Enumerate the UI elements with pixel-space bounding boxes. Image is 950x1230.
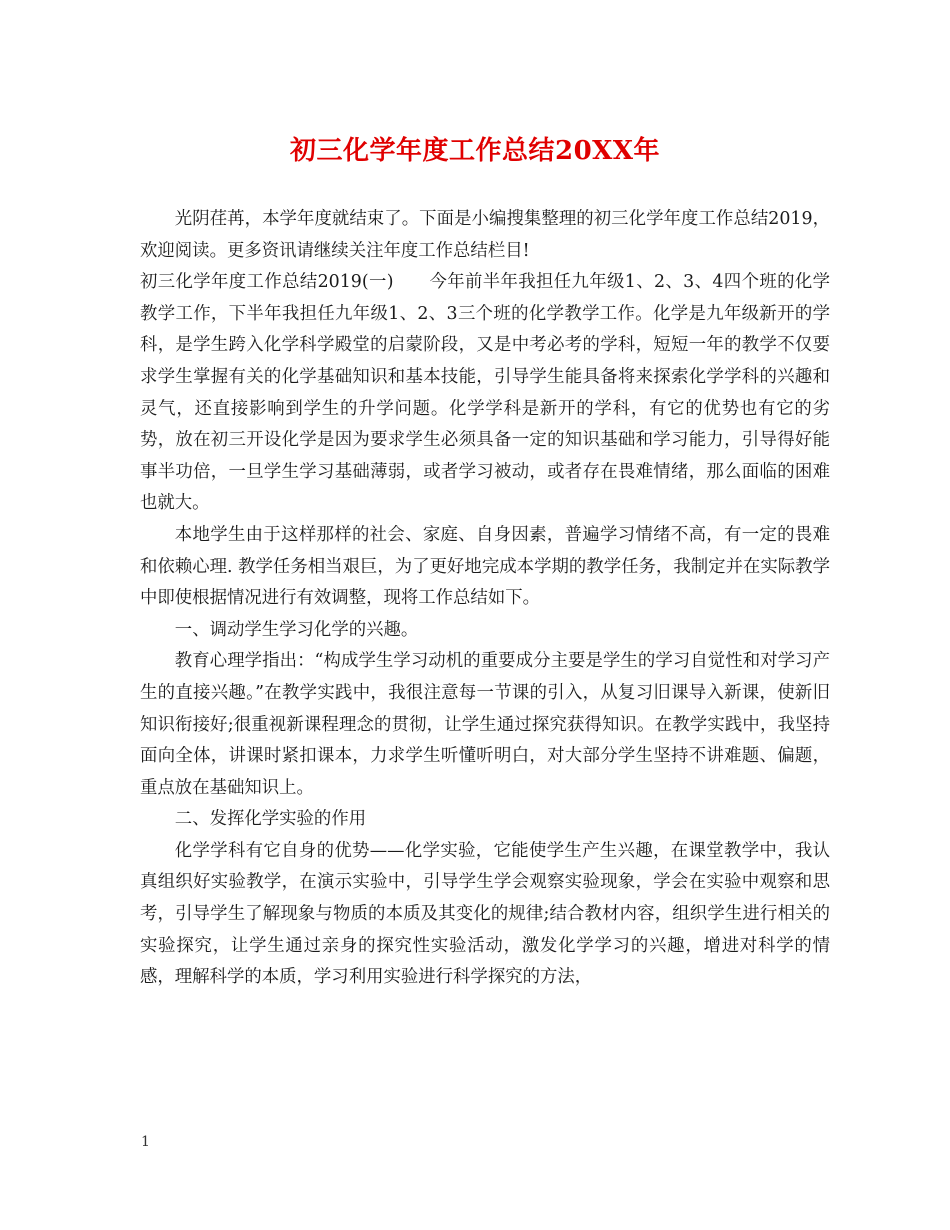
document-title: 初三化学年度工作总结20XX年 [289, 136, 661, 166]
paragraph-intro: 光阴荏苒，本学年度就结束了。下面是小编搜集整理的初三化学年度工作总结2019，欢迎阅读。更多资讯请继续关注年度工作总结栏目! [140, 209, 830, 261]
paragraph-experiments: 化学学科有它自身的优势——化学实验，它能使学生产生兴趣，在课堂教学中，我认真组织好实验教学，在演示实验中，引导学生学会观察实验现象，学会在实验中观察和思考，引导学生了解现象与物质的本质及其变化的规律;结合教材内容，组织学生进行相关的实验探究，让学生通过亲身的探究性实验活动，激发化学学习的兴趣，增进对科学的情感，理解科学的本质，学习利用实验进行科学探究的方法， [140, 840, 830, 988]
paragraph-section-one: 初三化学年度工作总结2019(一) 今年前半年我担任九年级1、2、3、4四个班的化学教学工作，下半年我担任九年级1、2、3三个班的化学教学工作。化学是九年级新开的学科，是学生跨入化学科学殿堂的启蒙阶段，又是中考必考的学科，短短一年的教学不仅要求学生掌握有关的化学基础知识和基本技能，引导学生能具备将来探索化学学科的兴趣和灵气，还直接影响到学生的升学问题。化学学科是新开的学科，有它的优势也有它的劣势，放在初三开设化学是因为要求学生必须具备一定的知识基础和学习能力，引导得好能事半功倍，一旦学生学习基础薄弱，或者学习被动，或者存在畏难情绪，那么面临的困难也就大。 [140, 272, 830, 514]
paragraph-psychology: 教育心理学指出：“构成学生学习动机的重要成分主要是学生的学习自觉性和对学习产生的直接兴趣。”在教学实践中，我很注意每一节课的引入，从复习旧课导入新课，使新旧知识衔接好;很重视新课程理念的贯彻，让学生通过探究获得知识。在教学实践中，我坚持面向全体，讲课时紧扣课本，力求学生听懂听明白，对大部分学生坚持不讲难题、偏题，重点放在基础知识上。 [140, 651, 830, 798]
heading-interest: 一、调动学生学习化学的兴趣。 [174, 619, 419, 640]
paragraph-local-students: 本地学生由于这样那样的社会、家庭、自身因素，普遍学习情绪不高，有一定的畏难和依赖心理. 教学任务相当艰巨，为了更好地完成本学期的教学任务，我制定并在实际教学中即使根据情况进行有效调整，现将工作总结如下。 [140, 524, 830, 609]
page-number: 1 [141, 1134, 150, 1150]
heading-experiments: 二、发挥化学实验的作用 [174, 809, 367, 830]
document-body [140, 204, 830, 994]
